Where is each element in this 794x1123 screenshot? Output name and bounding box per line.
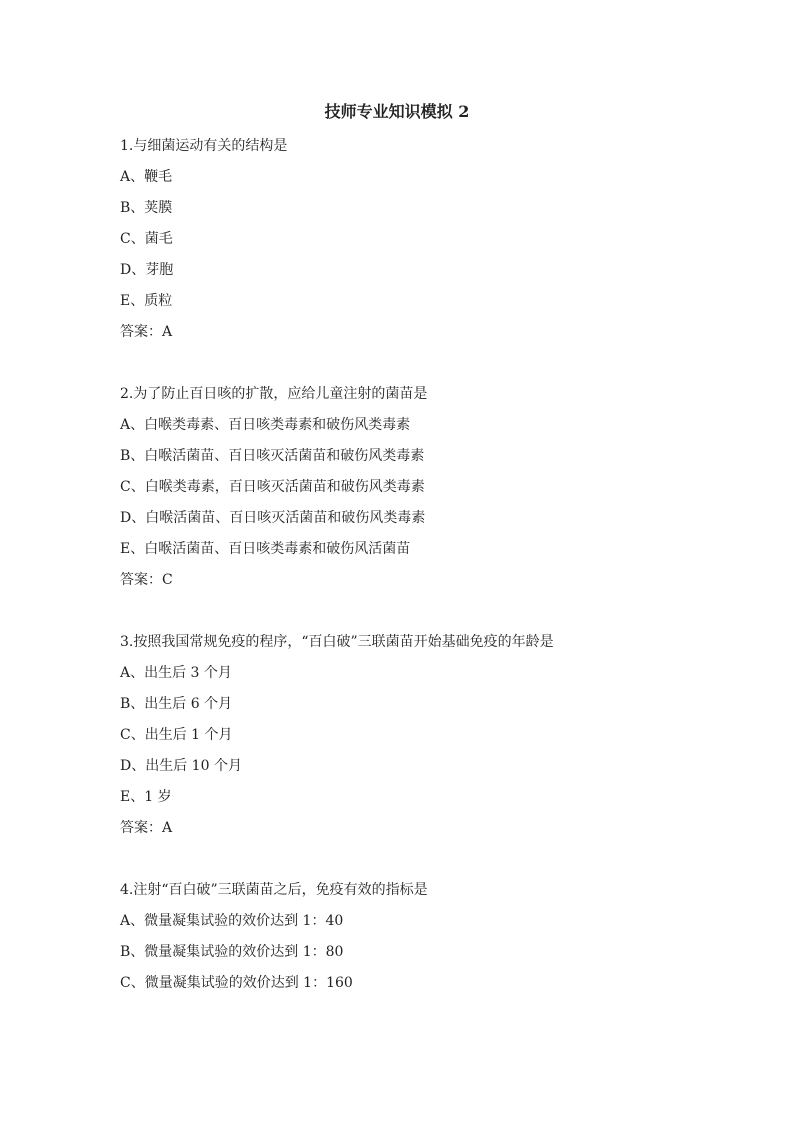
question-2-stem: 2.为了防止百日咳的扩散，应给儿童注射的菌苗是 bbox=[120, 386, 428, 402]
question-4-stem: 4.注射“百白破”三联菌苗之后，免疫有效的指标是 bbox=[120, 882, 428, 898]
question-3-stem: 3.按照我国常规免疫的程序，“百白破”三联菌苗开始基础免疫的年龄是 bbox=[120, 634, 554, 650]
question-spacer bbox=[120, 844, 720, 875]
question-3-option-c: C、出生后 1 个月 bbox=[120, 727, 233, 743]
question-3-option-b: B、出生后 6 个月 bbox=[120, 696, 233, 712]
document-title: 技师专业知识模拟 2 bbox=[324, 102, 470, 121]
question-3-answer: 答案：A bbox=[120, 820, 173, 836]
question-1-option-d: D、芽胞 bbox=[120, 262, 174, 278]
question-1-option-b: B、荚膜 bbox=[120, 200, 173, 216]
question-1-option-a: A、鞭毛 bbox=[120, 169, 173, 185]
question-4-option-a: A、微量凝集试验的效价达到 1：40 bbox=[120, 913, 344, 929]
question-2-option-b: B、白喉活菌苗、百日咳灭活菌苗和破伤风类毒素 bbox=[120, 448, 425, 464]
question-2-option-c: C、白喉类毒素，百日咳灭活菌苗和破伤风类毒素 bbox=[120, 479, 425, 495]
question-2-option-e: E、白喉活菌苗、百日咳类毒素和破伤风活菌苗 bbox=[120, 541, 411, 557]
question-1-option-e: E、质粒 bbox=[120, 293, 173, 309]
question-spacer bbox=[120, 348, 720, 379]
question-4-option-c: C、微量凝集试验的效价达到 1：160 bbox=[120, 975, 353, 991]
question-3-option-d: D、出生后 10 个月 bbox=[120, 758, 242, 774]
question-1-answer: 答案：A bbox=[120, 324, 173, 340]
question-2-option-d: D、白喉活菌苗、百日咳灭活菌苗和破伤风类毒素 bbox=[120, 510, 426, 526]
question-spacer bbox=[120, 596, 720, 627]
question-list bbox=[120, 131, 720, 999]
question-3-option-a: A、出生后 3 个月 bbox=[120, 665, 232, 681]
question-2-answer: 答案：C bbox=[120, 572, 173, 588]
question-1-option-c: C、菌毛 bbox=[120, 231, 173, 247]
question-2-option-a: A、白喉类毒素、百日咳类毒素和破伤风类毒素 bbox=[120, 417, 411, 433]
question-1-stem: 1.与细菌运动有关的结构是 bbox=[120, 138, 288, 154]
question-4-option-b: B、微量凝集试验的效价达到 1：80 bbox=[120, 944, 344, 960]
question-3-option-e: E、1 岁 bbox=[120, 789, 172, 805]
